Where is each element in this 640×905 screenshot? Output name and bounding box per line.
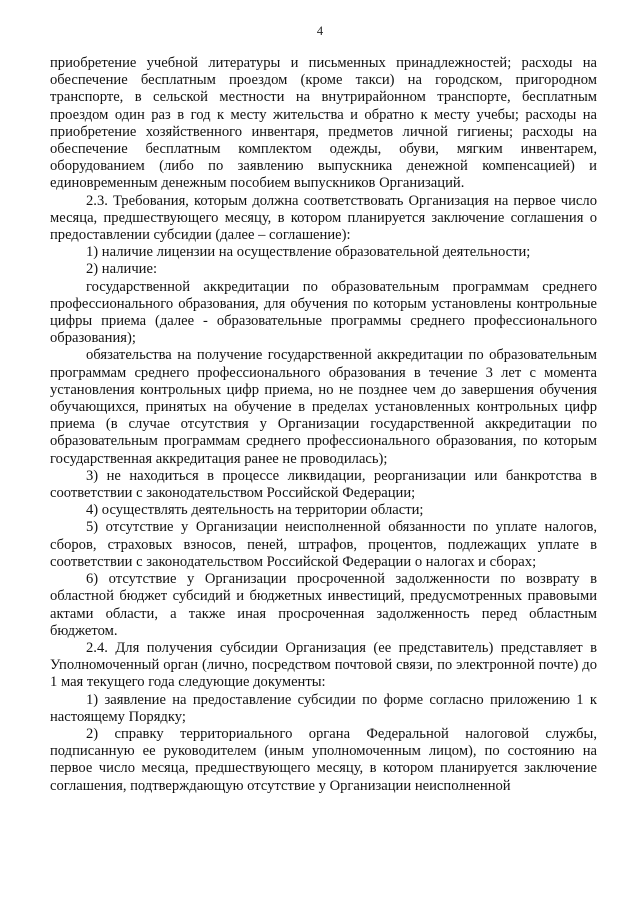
paragraph-item-3-liquidation: 3) не находиться в процессе ликвидации, реорганизации или банкротства в соответствии с законодательством Российской Федерации; <box>50 467 597 502</box>
paragraph-item-4-territory: 4) осуществлять деятельность на территории области; <box>86 502 424 519</box>
paragraph-accreditation-obligation: обязательства на получение государственной аккредитации по образовательным программам среднего профессионального образования в течение 3 лет с момента установления контрольных цифр приема, но не позднее чем до завершения обучения обучающихся, принятых на обучение в пределах установленных контрольных цифр приема (в случае отсутствия у Организации государственной аккредитации по образовательным программам среднего профессионального образования, по которым государственная аккредитация ранее не проводилась); <box>50 347 597 467</box>
paragraph-item-6-debt: 6) отсутствие у Организации просроченной задолженности по возврату в областной бюджет субсидий и бюджетных инвестиций, предусмотренных правовыми актами области, а также иная просроченная задолженность перед областным бюджетом. <box>50 571 597 639</box>
paragraph-doc-1-application: 1) заявление на предоставление субсидии по форме согласно приложению 1 к настоящему Порядку; <box>50 691 597 725</box>
paragraph-continuation: приобретение учебной литературы и письменных принадлежностей; расходы на обеспечение бесплатным проездом (кроме такси) на городском, пригородном транспорте, в сельской местности на внутрирайонном транспорте, бесплатным проездом один раз в год к месту жительства и обратно к месту учебы; расходы на приобретение хозяйственного инвентаря, предметов личной гигиены; расходы на обеспечение бесплатным комплектом одежды, обуви, мягким инвентарем, оборудованием (либо по заявлению выпускника денежной компенсацией) и единовременным денежным пособием выпускников Организаций. <box>50 55 597 192</box>
paragraph-state-accreditation: государственной аккредитации по образовательным программам среднего профессионального образования, для обучения по которым установлены контрольные цифры приема (далее - образовательные программы среднего профессионального образования); <box>50 278 597 347</box>
page-number: 4 <box>316 24 324 38</box>
paragraph-item-2-presence: 2) наличие: <box>86 261 157 278</box>
paragraph-item-1-license: 1) наличие лицензии на осуществление образовательной деятельности; <box>86 244 531 261</box>
document-body <box>50 55 597 795</box>
paragraph-doc-2-tax-certificate: 2) справку территориального органа Федеральной налоговой службы, подписанную ее руководителем (иным уполномоченным лицом), по состоянию на первое число месяца, предшествующего месяцу, в котором планируется заключение соглашения, подтверждающую отсутствие у Организации неисполненной <box>50 725 597 794</box>
paragraph-item-5-taxes: 5) отсутствие у Организации неисполненной обязанности по уплате налогов, сборов, страховых взносов, пеней, штрафов, процентов, подлежащих уплате в соответствии с законодательством Российской Федерации о налогах и сборах; <box>50 519 597 570</box>
paragraph-section-2-4: 2.4. Для получения субсидии Организация (ее представитель) представляет в Уполномоченный орган (лично, посредством почтовой связи, по электронной почте) до 1 мая текущего года следующие документы: <box>50 639 597 691</box>
paragraph-section-2-3: 2.3. Требования, которым должна соответствовать Организация на первое число месяца, предшествующего месяцу, в котором планируется заключение соглашения о предоставлении субсидии (далее – соглашение): <box>50 192 597 244</box>
